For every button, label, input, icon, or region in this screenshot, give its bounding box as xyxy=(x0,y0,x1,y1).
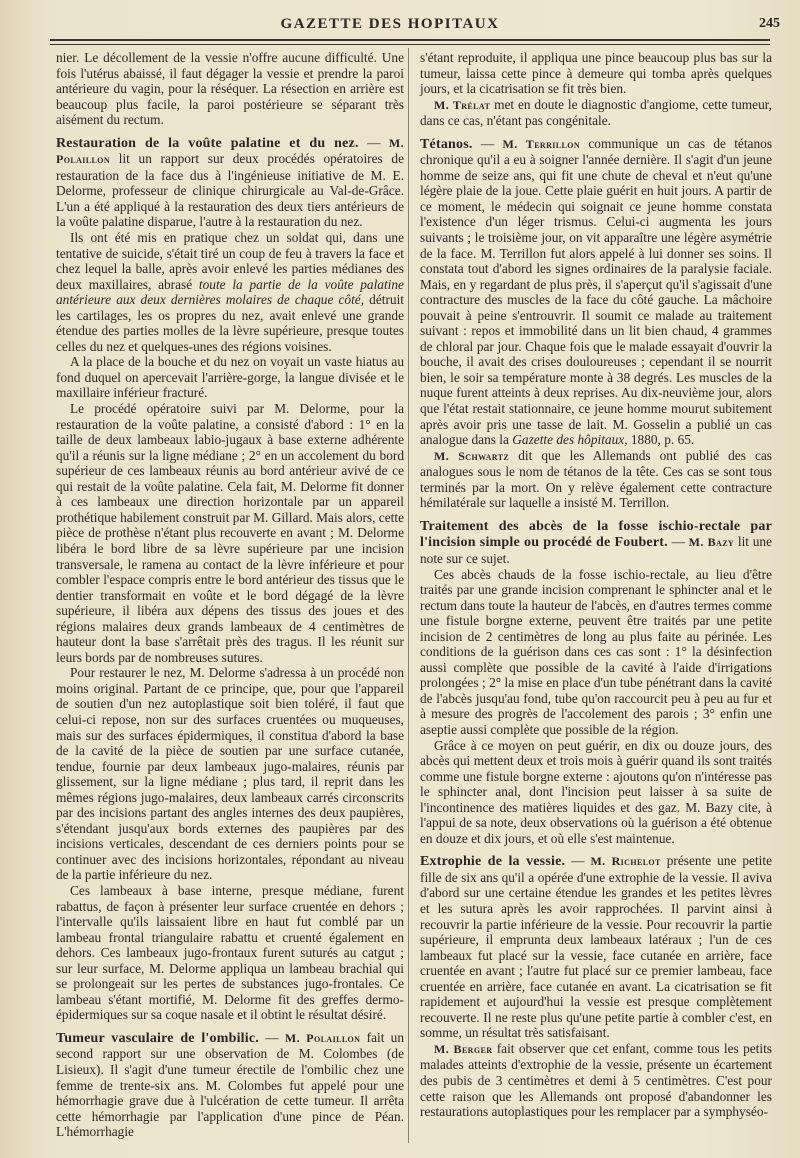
page-number: 245 xyxy=(759,16,780,31)
column-divider xyxy=(408,48,409,1143)
speaker-name: M. Polaillon xyxy=(284,1030,361,1045)
article-title: Extrophie de la vessie. xyxy=(420,854,566,870)
article-paragraph: A la place de la bouche et du nez on voyait un vaste hiatus au fond duquel on apercevait l'arrière-gorge, la langue divisée et le maxillaire inférieur fracturé. xyxy=(56,354,404,401)
title-dash: — xyxy=(358,134,389,150)
paragraph-text: lit un rapport sur deux procédés opératoires de restauration de la face dus à l'ingénieuse initiative de M. E. Delorme, professeur de clinique chirurgicale au Val-de-Grâce. L'un a été appliqué à la restauration des deux tiers antérieurs de la voûte palatine disparue, l'autre à la restauration du nez. xyxy=(56,151,404,230)
article-paragraph xyxy=(420,518,772,567)
intro-paragraph: nier. Le décollement de la vessie n'offre aucune difficulté. Une fois l'utérus abaissé, il faut dégager la vessie et prendre la paroi antérieure du vagin, pour la réséquer. La résection en arrière est beaucoup plus facile, la paroi postérieure se séparant très aisément du rectum. xyxy=(56,50,404,128)
article-paragraph xyxy=(56,135,404,230)
paragraph-text: fait un second rapport sur une observation de M. Colombes (de Lisieux). Il s'agit d'une tumeur érectile de l'ombilic chez une femme de trente-six ans. M. Colombes fut appelé pour une hémorrhagie grave due à l'ulcération de cette tumeur. Il arrêta cette hémorrhagie par l'application d'une pince de Péan. L'hémorrhagie xyxy=(56,1029,405,1140)
title-dash: — xyxy=(667,534,689,550)
speaker-name: M. Richelot xyxy=(590,854,661,869)
article-abces xyxy=(420,518,772,846)
article-title: Restauration de la voûte palatine et du nez. xyxy=(56,135,359,151)
article-paragraph: Grâce à ce moyen on peut guérir, en dix ou douze jours, des abcès qui mettent deux et trois mois à guérir quand ils sont traités comme une fistule borgne externe : ajoutons qu'on n'intéresse pas le sphincter anal, dont l'incision peut laisser à sa suite de l'incontinence des matières liquides et des gaz. M. Bazy cite, à l'appui de sa note, deux observations où la guérison a été obtenue en douze et dix jours, et où elle s'est maintenue. xyxy=(420,737,772,846)
paragraph-text: détruit les cartilages, les os propres du nez, avait enlevé une grande étendue des parties molles de la lèvre supérieure, presque toutes celles du nez et quelques-unes des régions voisines. xyxy=(56,292,404,354)
article-restauration xyxy=(56,135,404,1023)
article-title: Tétanos. xyxy=(420,136,473,152)
article-paragraph: Ces abcès chauds de la fosse ischio-rectale, au lieu d'être traités par une grande incision comprenant le sphincter anal et le rectum dans toute la hauteur de l'abcès, en d'autres termes comme une fistule borgne externe, peuvent être traités par une petite incision de 2 centimètres de long au plus faite au périnée. Les conditions de la guérison dans ces cas sont : 1° la désinfection aussi complète que possible de la cavité à l'aide d'irrigations prolongées ; 2° la mise en place d'un tube pénétrant dans la cavité de l'abcès jusqu'au fond, tube qu'on raccourcit peu à peu au fur et à mesure des progrès de l'accolement des parois ; 3° enfin une aseptie aussi complète que possible de la région. xyxy=(420,566,772,737)
article-title: Tumeur vasculaire de l'ombilic. xyxy=(56,1030,259,1046)
article-paragraph xyxy=(420,1041,772,1120)
running-title: GAZETTE DES HOPITAUX xyxy=(280,16,500,32)
paragraph-text: , 1880, p. 65. xyxy=(624,432,695,448)
italic-phrase: toute la partie de la voûte palatine antérieure aux deux dernières molaires de chaque côté, xyxy=(56,276,404,308)
page-header xyxy=(40,14,780,36)
paragraph-text: présente une petite fille de six ans qu'il a opérée d'une extrophie de la vessie. Il aviva d'abord sur une certaine étendue les grandes et les petites lèvres et les sutura après les avoir rapprochées. Il parvint ainsi à recouvrir la partie inférieure de la vessie. Pour recouvrir la partie supérieure, il emprunta deux lambeaux latéraux ; l'un de ces lambeaux fut placé sur la vessie, face cutanée en arrière, face cruentée en avant ; l'autre fut placé sur ce premier lambeau, face cruentée en arrière, face cutanée en avant. La cicatrisation se fit rapidement et aujourd'hui la vessie est presque complètement recouverte. Il ne reste plus qu'une petite partie à combler c'est, en somme, un résultat très satisfaisant. xyxy=(420,853,773,1041)
paragraph-text: Ils ont été mis en pratique chez un soldat qui, dans une tentative de suicide, s'était tiré un coup de feu à travers la face et chez lequel la balle, après avoir enlevé les parties médianes des deux maxillaires, abrasé xyxy=(56,230,404,292)
speaker-name: M. Terrillon xyxy=(502,136,581,151)
article-tetanos xyxy=(420,136,772,511)
speaker-name: M. Berger xyxy=(434,1041,493,1056)
paragraph-text: lit une note sur ce sujet. xyxy=(420,534,772,566)
right-column xyxy=(420,50,772,1120)
title-dash: — xyxy=(472,135,503,151)
paragraph-text: dit que les Allemands ont publié des cas analogues sous le nom de tétanos de la tête. Ces cas se sont tous terminés par la mort. On y relève également cette contracture hémilatérale sur laquelle a insisté M. Terrillon. xyxy=(420,447,772,511)
article-tumeur xyxy=(56,1030,404,1140)
article-extrophie xyxy=(420,853,772,1119)
speaker-name: M. Trélat xyxy=(434,97,491,112)
article-title: Traitement des abcès de la fosse ischio-rectale par l'incision simple ou procédé de Foubert. xyxy=(420,518,772,551)
left-column xyxy=(56,50,404,1140)
paragraph-text: met en doute le diagnostic d'angiome, cette tumeur, dans ce cas, n'étant pas congénitale. xyxy=(420,96,772,129)
speaker-name: M. Polaillon xyxy=(56,135,405,167)
journal-name: Gazette des hôpitaux xyxy=(512,432,625,448)
header-rule xyxy=(50,39,770,45)
article-paragraph: Pour restaurer le nez, M. Delorme s'adressa à un procédé non moins original. Partant de ce principe, que, pour que l'appareil de soutien d'un nez autoplastique soit bien toléré, il faut que celui-ci repose, non sur des surfaces cruentées ou muqueuses, mais sur des surfaces épidermiques, il constitua d'abord la base de la cavité de la pièce de soutien par une surface cutanée, tendue, fournie par deux lambeaux jugo-malaires, réunis par glissement, sur la ligne médiane ; plus tard, il reprit dans les mêmes régions jugo-malaires, deux lambeaux carrés circonscrits par des incisions partant des angles internes des deux paupières, s'étendant jusqu'aux bords externes des paupières par des incisions verticales, descendant de ces derniers points pour se continuer avec des incisions horizontales, répondant au niveau de la partie inférieure du nez. xyxy=(56,665,404,883)
title-dash: — xyxy=(258,1029,285,1045)
title-dash: — xyxy=(565,853,591,869)
article-paragraph xyxy=(420,136,772,448)
continuation-paragraph: s'étant reproduite, il appliqua une pince beaucoup plus bas sur la tumeur, laissa cette pince à demeure qui tomba après quelques jours, et la cicatrisation se fit très bien. xyxy=(420,50,772,97)
article-paragraph xyxy=(56,1030,404,1140)
article-paragraph xyxy=(420,853,772,1041)
article-paragraph xyxy=(420,448,772,511)
article-paragraph: Le procédé opératoire suivi par M. Delorme, pour la restauration de la voûte palatine, a consisté d'abord : 1° en la taille de deux lambeaux labio-jugaux à base externe adhérente qu'il a réunis sur la ligne médiane ; 2° en un accolement du bord supérieur de ces lambeaux réunis au bord antérieur avivé de ce qui restait de la voûte palatine. Cela fait, M. Delorme fit donner à ces lambeaux une direction horizontale par un appareil prothétique habilement construit par M. Gillard. Mais alors, cette pièce de prothèse n'étant plus recouverte en avant ; M. Delorme libéra le bord libre de sa lèvre supérieure par une incision transversale, le ramena au contact de la lèvre inférieure et pour combler l'espace compris entre le bord antérieur des tissus que le dentier transformait en voûte et le bord dégagé de la lèvre supérieure, il libéra aux dépens des tissus des joues et des régions malaires deux grands lambeaux de 4 centimètres de hauteur dont la base s'arrêtait près des tragus. Il les réunit sur leurs bords par de nombreuses sutures. xyxy=(56,401,404,665)
paragraph-text: fait observer que cet enfant, comme tous les petits malades atteints d'extrophie de la vessie, présente un écartement des pubis de 3 centimètres et demi à 5 centimètres. C'est pour cette raison que les Allemands ont proposé d'abandonner les restaurations autoplastiques pour les remplacer par a symphyséo- xyxy=(420,1040,772,1120)
speaker-name: M. Bazy xyxy=(688,535,735,550)
speaker-name: M. Schwartz xyxy=(434,448,510,463)
paragraph-text: communique un cas de tétanos chronique qu'il a eu à soigner l'année dernière. Il s'agit d'un jeune homme de seize ans, qui fit une chute de cheval et n'eut qu'une légère plaie de la joue. Cette plaie guérit en huit jours. A partir de ce moment, le médecin qui soignait ce jeune homme constata l'existence d'un léger trismus. Celui-ci augmenta les jours suivants ; le troisième jour, on vit apparaître une légère asymétrie de la face. M. Terrillon fut alors appelé à lui donner ses soins. Il constata tout d'abord les signes ordinaires de la paralysie faciale. Mais, en y regardant de plus près, il s'aperçut qu'il s'agissait d'une contracture des muscles de la face du côté gauche. La mâchoire pouvait à peine s'entrouvrir. Il soumit ce malade au traitement suivant : repos et immobilité dans un lit bien chaud, 4 grammes de chloral par jour. Chaque fois que le malade essayait d'ouvrir la bouche, il avait des crises douloureuses ; cependant il se nourrit bien, le soir sa température monte à 38 degrés. Les muscles de la nuque furent atteints à deux reprises. Au dix-neuvième jour, alors que l'état restait stationnaire, ce jeune homme mourut subitement après avoir pris une tasse de lait. M. Gosselin a publié un cas analogue dans la xyxy=(420,135,773,448)
article-paragraph xyxy=(420,97,772,129)
article-paragraph: Ces lambeaux à base interne, presque médiane, furent rabattus, de façon à présenter leur surface cruentée en dehors ; l'intervalle qu'ils laissaient libre en haut fut comblé par un lambeau frontal triangulaire rabattu et cruenté également en dehors. Ces lambeaux jugo-frontaux furent suturés au catgut ; sur leur surface, M. Delorme appliqua un lambeau brachial qui se prolongeait sur les pertes de substances jugo-frontales. Ce lambeau s'étant mortifié, M. Delorme fit des greffes dermo-épidermiques sur sa coque nasale et il obtint le résultat désiré. xyxy=(56,882,404,1023)
article-paragraph xyxy=(56,230,404,354)
